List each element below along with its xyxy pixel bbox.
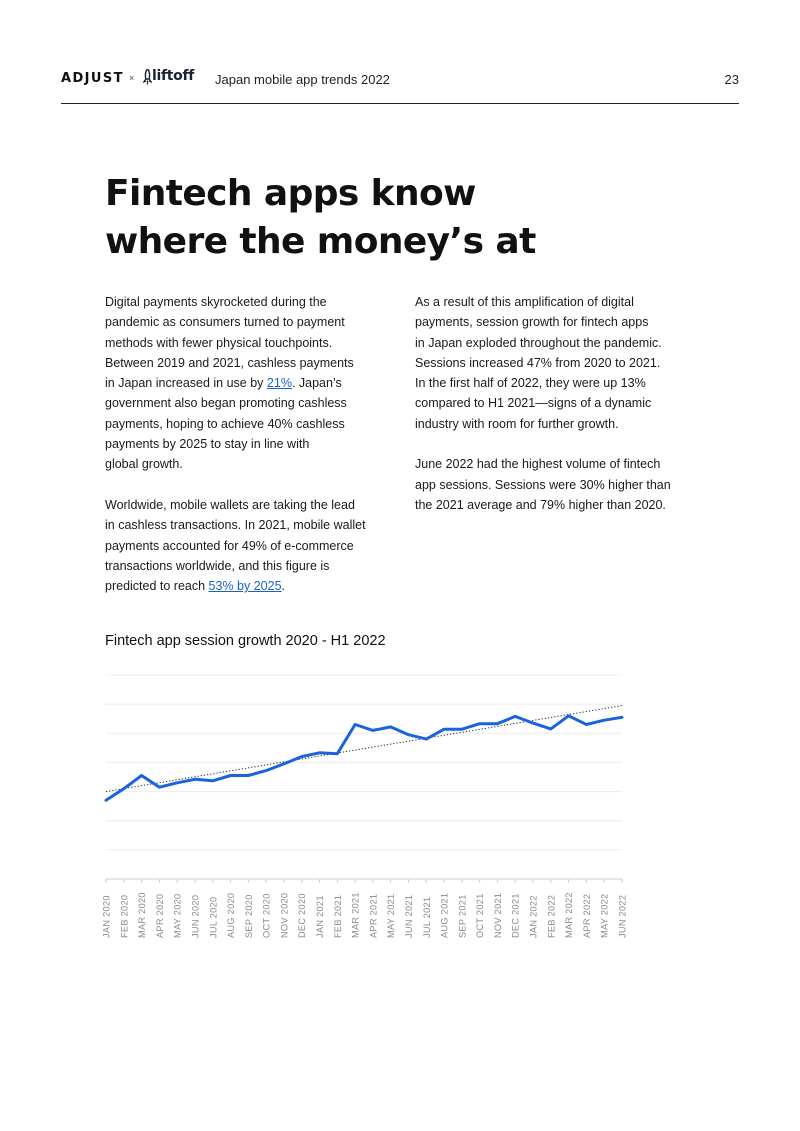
text-line: June 2022 had the highest volume of fintech [415, 457, 661, 472]
text-line: compared to H1 2021—signs of a dynamic [415, 396, 652, 411]
x-tick-label: JUL 2021 [421, 896, 432, 938]
header-divider [61, 103, 739, 104]
x-tick-label: APR 2020 [154, 893, 165, 938]
text-fragment: in Japan increased in use by [105, 376, 267, 391]
text-line: app sessions. Sessions were 30% higher than [415, 477, 671, 492]
data-point [282, 762, 285, 765]
text-fragment: . Japan’s [291, 376, 342, 391]
data-point [140, 774, 143, 777]
x-tick-label: AUG 2021 [439, 892, 450, 938]
text-fragment: predicted to reach [105, 579, 209, 594]
data-point [193, 778, 196, 781]
data-point [407, 733, 410, 736]
data-point [336, 752, 339, 755]
paragraph-session-growth [415, 292, 715, 434]
text-fragment: . [281, 579, 286, 594]
data-point [549, 727, 552, 730]
series-line-sessions [106, 716, 622, 801]
x-tick-label: OCT 2021 [475, 893, 486, 938]
chart-title: Fintech app session growth 2020 - H1 2022 [105, 633, 386, 649]
x-tick-label: JAN 2020 [101, 895, 112, 938]
rocket-icon [143, 69, 152, 85]
text-line: in cashless transactions. In 2021, mobile wallet [105, 518, 366, 533]
x-tick-label: MAY 2021 [386, 893, 397, 938]
data-point [460, 728, 463, 731]
paragraph-june-2022 [415, 454, 715, 515]
x-tick-label: MAR 2021 [350, 892, 361, 938]
x-tick-label: OCT 2020 [261, 893, 272, 938]
x-tick-label: APR 2021 [368, 893, 379, 938]
paragraph-cashless-japan [105, 292, 395, 475]
report-title: Japan mobile app trends 2022 [215, 72, 390, 87]
text-line: Between 2019 and 2021, cashless payments [105, 355, 354, 370]
source-link-21-percent[interactable]: 21% [266, 376, 292, 391]
data-point [300, 755, 303, 758]
x-tick-label: DEC 2020 [297, 893, 308, 938]
data-point [371, 729, 374, 732]
text-line: As a result of this amplification of digital [415, 295, 634, 309]
source-link-53-percent[interactable]: 53% by 2025 [208, 579, 282, 594]
x-tick-label: MAY 2022 [599, 893, 610, 938]
x-tick-label: JUN 2022 [617, 894, 628, 938]
text-line: industry with room for further growth. [415, 416, 619, 431]
data-point [176, 781, 179, 784]
x-tick-label: SEP 2020 [243, 894, 254, 938]
data-point [478, 722, 481, 725]
data-point [229, 774, 232, 777]
x-tick-label: FEB 2021 [332, 894, 343, 938]
text-line [105, 373, 395, 393]
text-line: payments, session growth for fintech apps [415, 315, 649, 330]
page-number: 23 [724, 72, 739, 87]
x-tick-label: JUN 2020 [190, 894, 201, 938]
text-line: payments, hoping to achieve 40% cashless [105, 416, 345, 431]
text-line: government also began promoting cashless [105, 396, 347, 411]
body-column-right [415, 292, 715, 536]
session-growth-line-chart [95, 665, 640, 955]
headline-line-2: where the money’s at [105, 221, 536, 262]
x-tick-label: NOV 2020 [279, 892, 290, 938]
x-tick-label: SEP 2021 [457, 894, 468, 938]
adjust-logo [61, 71, 124, 86]
x-tick-label: FEB 2020 [119, 894, 130, 938]
body-column-left [105, 292, 395, 617]
data-point [265, 769, 268, 772]
x-tick-label: JUL 2020 [208, 896, 219, 938]
data-point [247, 774, 250, 777]
text-line: In the first half of 2022, they were up 13% [415, 376, 646, 391]
brand-separator: × [129, 73, 135, 83]
text-line: Worldwide, mobile wallets are taking the lead [105, 497, 355, 512]
text-line [105, 576, 395, 596]
text-line: the 2021 average and 79% higher than 2020. [415, 497, 666, 512]
text-line: payments by 2025 to stay in line with [105, 437, 310, 452]
data-point [425, 738, 428, 741]
data-point [389, 725, 392, 728]
x-tick-label: MAR 2022 [564, 892, 575, 938]
data-point [514, 715, 517, 718]
text-line: in Japan exploded throughout the pandemic. [415, 335, 662, 350]
data-point [354, 723, 357, 726]
data-point [122, 787, 125, 790]
x-tick-label: FEB 2022 [546, 894, 557, 938]
text-line: payments accounted for 49% of e-commerce [105, 538, 354, 553]
page-header [61, 68, 739, 92]
text-line: global growth. [105, 457, 183, 472]
x-tick-label: NOV 2021 [492, 892, 503, 938]
data-point [443, 728, 446, 731]
data-point [211, 779, 214, 782]
data-point [603, 719, 606, 722]
text-line: methods with fewer physical touchpoints. [105, 335, 333, 350]
x-tick-label: MAR 2020 [137, 892, 148, 938]
text-line: pandemic as consumers turned to payment [105, 315, 345, 330]
data-point [532, 722, 535, 725]
page-headline [105, 170, 665, 266]
x-tick-label: DEC 2021 [510, 893, 521, 938]
x-tick-label: AUG 2020 [226, 892, 237, 938]
x-tick-label: JUN 2021 [403, 894, 414, 938]
text-line: Sessions increased 47% from 2020 to 2021. [415, 355, 661, 370]
data-point [105, 799, 108, 802]
liftoff-wordmark: liftoff [152, 68, 195, 84]
text-line: Digital payments skyrocketed during the [105, 295, 327, 309]
x-tick-label: JAN 2022 [528, 895, 539, 938]
data-point [496, 722, 499, 725]
x-tick-label: APR 2022 [581, 893, 592, 938]
data-point [318, 751, 321, 754]
data-point [158, 786, 161, 789]
x-tick-label: MAY 2020 [172, 893, 183, 938]
headline-line-1: Fintech apps know [105, 173, 476, 214]
data-point [621, 716, 624, 719]
paragraph-mobile-wallets [105, 495, 395, 596]
x-tick-label: JAN 2021 [315, 895, 326, 938]
trend-line [106, 706, 622, 792]
data-point [585, 723, 588, 726]
adjust-wordmark: ADJUST [61, 71, 124, 86]
data-point [567, 714, 570, 717]
text-line: transactions worldwide, and this figure is [105, 558, 330, 573]
